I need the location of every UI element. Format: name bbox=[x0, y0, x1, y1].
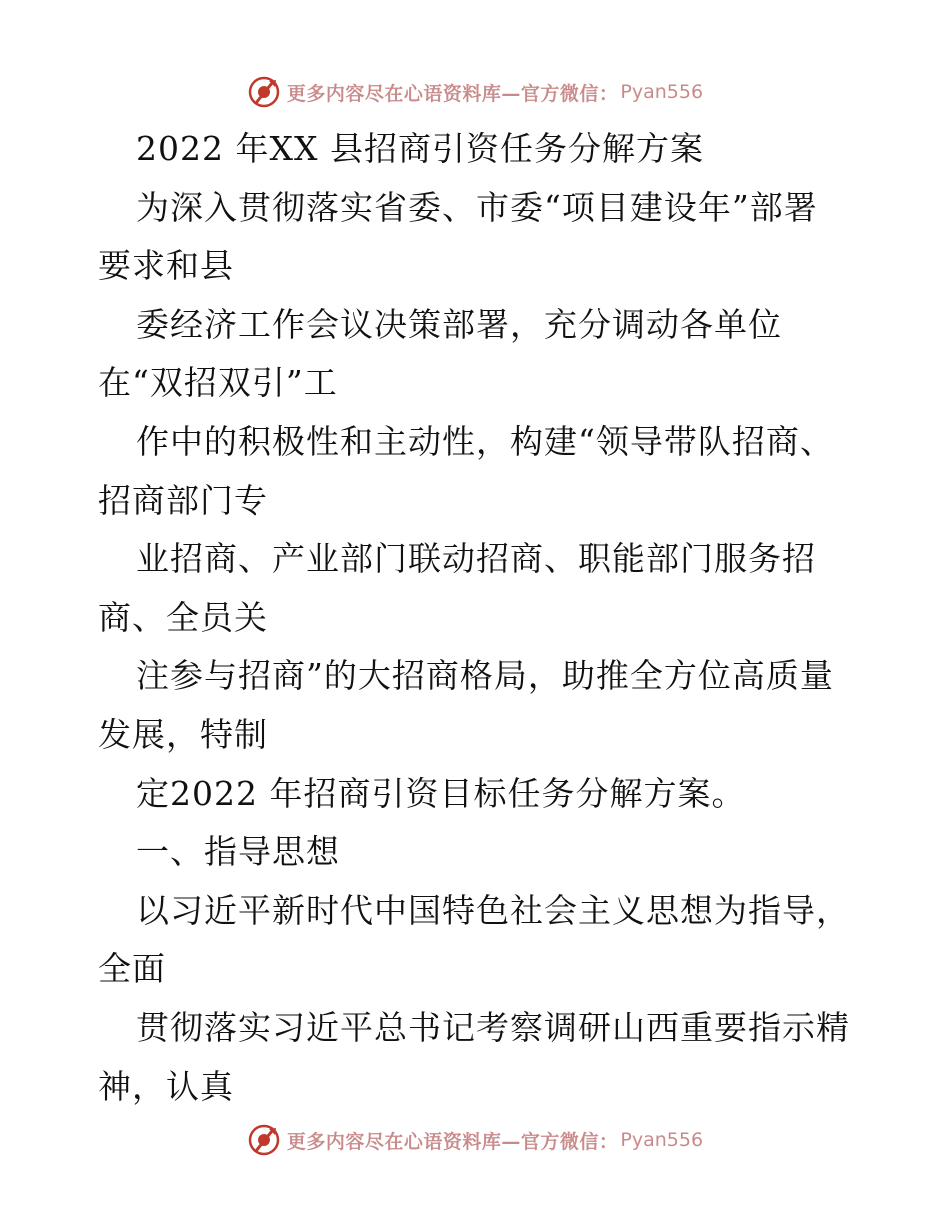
paragraph-line: 注参与招商”的大招商格局，助推全方位高质量 bbox=[136, 656, 834, 696]
paragraph-line: 发展，特制 bbox=[98, 714, 268, 754]
paragraph-line: 为深入贯彻落实省委、市委“项目建设年”部署 bbox=[136, 187, 818, 227]
watermark-text: 更多内容尽在心语资料库—官方微信： bbox=[286, 1130, 619, 1153]
paragraph-line: 作中的积极性和主动性，构建“领导带队招商、 bbox=[136, 421, 834, 461]
paragraph-line: 贯彻落实习近平总书记考察调研山西重要指示精 bbox=[136, 1007, 850, 1047]
paragraph-line: 以习近平新时代中国特色社会主义思想为指导， bbox=[136, 890, 850, 930]
paragraph-line: 要求和县 bbox=[98, 246, 234, 286]
header-watermark bbox=[0, 72, 950, 112]
paragraph-line: 定2022 年招商引资目标任务分解方案。 bbox=[136, 773, 746, 813]
pen-nib-logo-icon bbox=[247, 1123, 281, 1157]
document-title: 2022 年XX 县招商引资任务分解方案 bbox=[136, 129, 704, 168]
watermark-wechat-id: Pyan556 bbox=[620, 1129, 704, 1151]
paragraph-line: 神，认真 bbox=[98, 1066, 234, 1106]
section-heading: 一、指导思想 bbox=[136, 832, 340, 872]
paragraph-line: 商、全员关 bbox=[98, 597, 268, 637]
paragraph-line: 业招商、产业部门联动招商、职能部门服务招 bbox=[136, 539, 816, 579]
paragraph-line: 全面 bbox=[98, 949, 166, 989]
watermark-wechat-id: Pyan556 bbox=[620, 81, 704, 103]
paragraph-line: 招商部门专 bbox=[98, 480, 268, 520]
footer-watermark bbox=[0, 1120, 950, 1160]
watermark-text: 更多内容尽在心语资料库—官方微信： bbox=[286, 82, 619, 105]
paragraph-line: 委经济工作会议决策部署，充分调动各单位 bbox=[136, 304, 782, 344]
paragraph-line: 在“双招双引”工 bbox=[98, 363, 338, 403]
pen-nib-logo-icon bbox=[247, 75, 281, 109]
document-body bbox=[98, 120, 858, 1116]
